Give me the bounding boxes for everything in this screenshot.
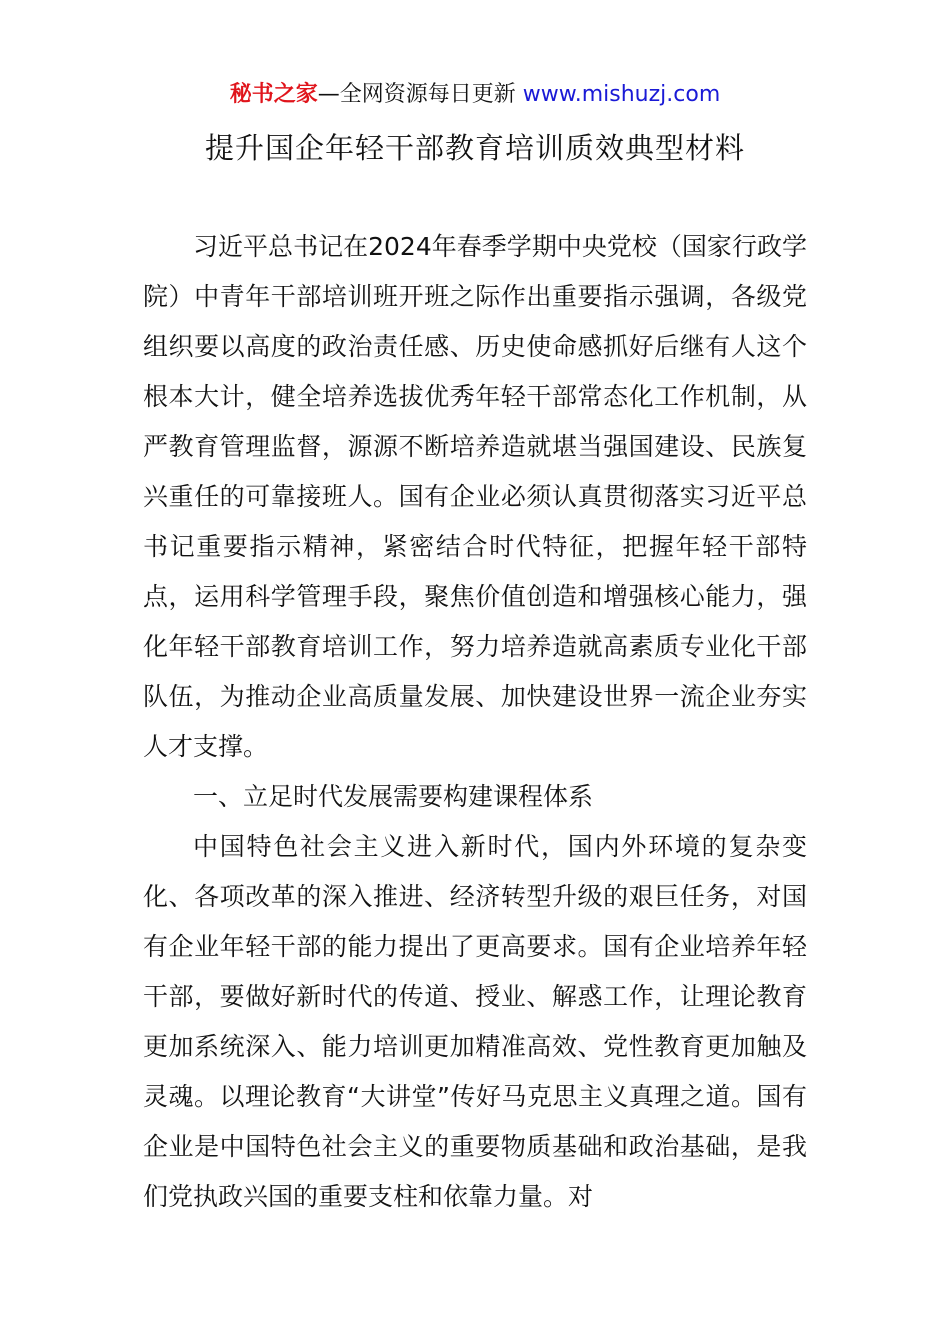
header-tagline: —全网资源每日更新	[317, 82, 516, 107]
paragraph-intro: 习近平总书记在2024年春季学期中央党校（国家行政学院）中青年干部培训班开班之际作出重要指示强调，各级党组织要以高度的政治责任感、历史使命感抓好后继有人这个根本大计，健全培养选拔优秀年轻干部常态化工作机制，从严教育管理监督，源源不断培养造就堪当强国建设、民族复兴重任的可靠接班人。国有企业必须认真贯彻落实习近平总书记重要指示精神，紧密结合时代特征，把握年轻干部特点，运用科学管理手段，聚焦价值创造和增强核心能力，强化年轻干部教育培训工作，努力培养造就高素质专业化干部队伍，为推动企业高质量发展、加快建设世界一流企业夯实人才支撑。	[143, 232, 807, 761]
section-heading-1: 一、立足时代发展需要构建课程体系	[193, 782, 594, 811]
document-title: 提升国企年轻干部教育培训质效典型材料	[204, 131, 745, 165]
brand-name: 秘书之家	[229, 82, 318, 107]
paragraph-section-1: 中国特色社会主义进入新时代，国内外环境的复杂变化、各项改革的深入推进、经济转型升级的艰巨任务，对国有企业年轻干部的能力提出了更高要求。国有企业培养年轻干部，要做好新时代的传道、授业、解惑工作，让理论教育更加系统深入、能力培训更加精准高效、党性教育更加触及灵魂。以理论教育“大讲堂”传好马克思主义真理之道。国有企业是中国特色社会主义的重要物质基础和政治基础，是我们党执政兴国的重要支柱和依靠力量。对	[143, 832, 807, 1211]
site-header	[0, 80, 950, 110]
site-url-link[interactable]: www.mishuzj.com	[522, 82, 721, 107]
document-body	[143, 222, 807, 1222]
